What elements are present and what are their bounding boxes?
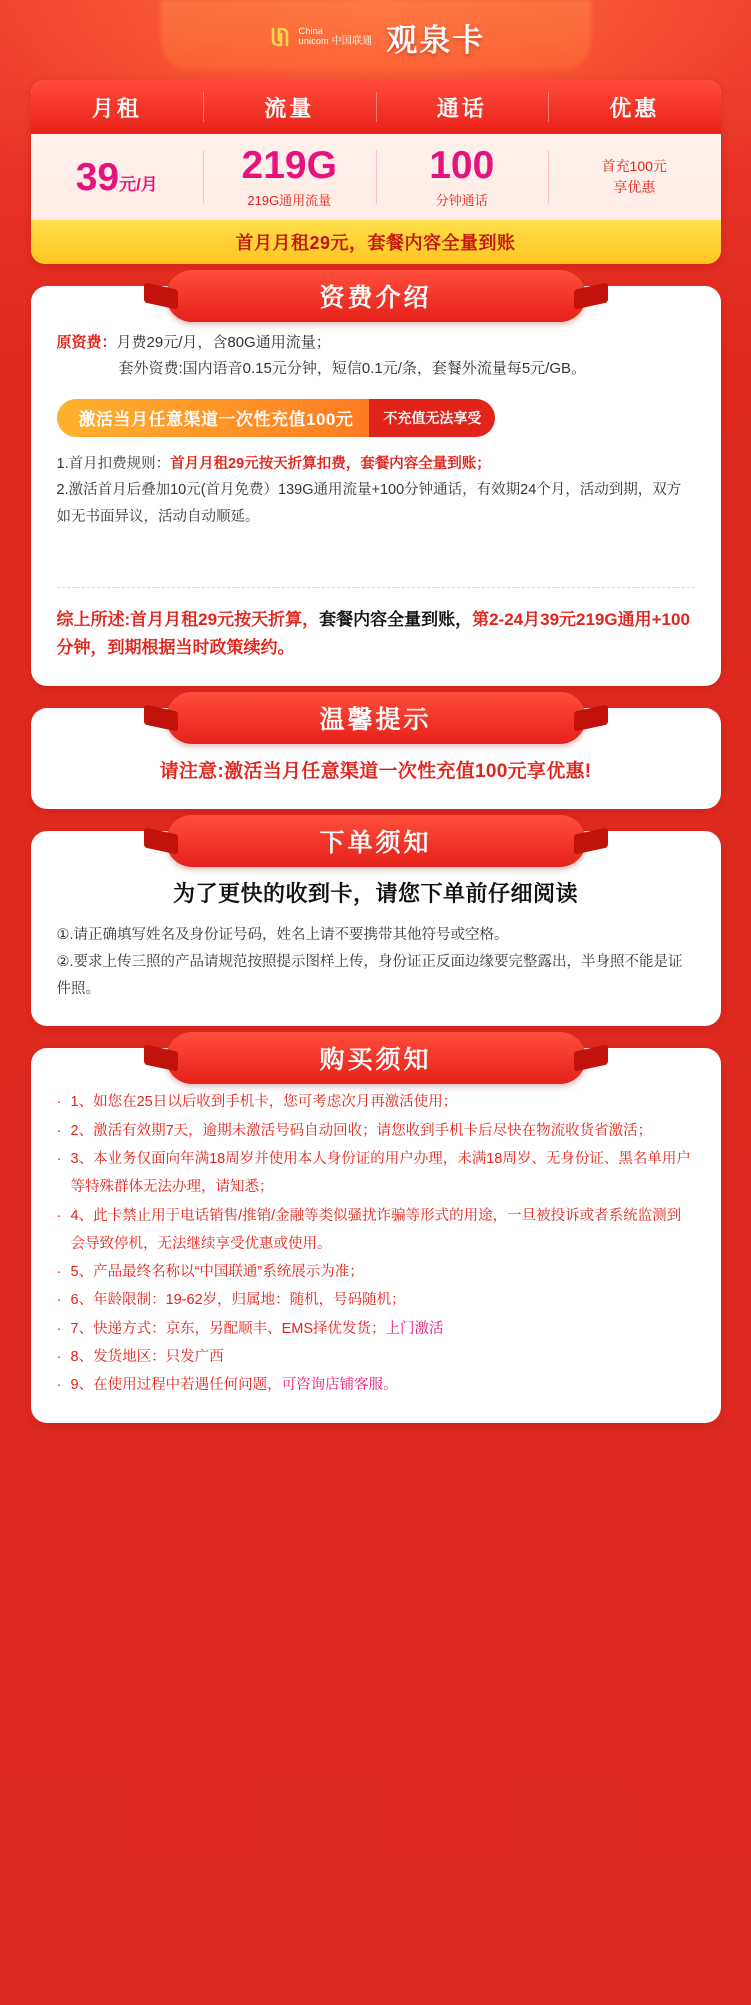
fee-rule-2: 2.激活首月后叠加10元(首月免费）139G通用流量+100分钟通话，有效期24个月，活动到期，双方如无书面异议，活动自动顺延。 xyxy=(56,482,682,526)
order-section xyxy=(31,831,721,1026)
bullet-icon: · xyxy=(56,1094,62,1111)
buy-item-num: 9、 xyxy=(70,1377,94,1394)
fee-summary-red1: 首月月租29元按天折算， xyxy=(130,609,320,629)
bullet-icon: · xyxy=(56,1292,62,1309)
buy-item-body: 产品最终名称以“中国联通”系统展示为准； xyxy=(93,1264,364,1281)
original-fee-label: 原资费： xyxy=(56,334,117,351)
list-item xyxy=(57,1202,695,1259)
spec-rent-value-wrap xyxy=(75,155,158,199)
spec-promo xyxy=(548,134,721,220)
buy-item-num: 2、 xyxy=(70,1122,94,1139)
buy-item-highlight: 可咨询店铺客服。 xyxy=(281,1377,398,1394)
spec-rent xyxy=(31,134,204,220)
buy-item-text xyxy=(71,1258,695,1286)
recharge-highlight-main: 激活当月任意渠道一次性充值100元 xyxy=(57,399,374,437)
fee-rule-1 xyxy=(57,451,695,478)
spec-col-rent: 月租 xyxy=(91,95,142,121)
unicom-wordmark xyxy=(299,27,373,48)
list-item xyxy=(57,1145,695,1202)
spec-promo-line1: 首充100元 xyxy=(601,158,667,174)
spec-rent-unit: 元/月 xyxy=(119,174,158,194)
recharge-highlight-warning: 不充值无法享受 xyxy=(369,399,495,437)
buy-item-num: 1、 xyxy=(70,1094,94,1111)
spec-value-row xyxy=(31,134,721,220)
fee-summary-red2: 第2-24月39元219G通用+100分钟，到期根据当时政策续约。 xyxy=(56,609,690,657)
bullet-icon: · xyxy=(56,1320,62,1337)
fee-summary-prefix: 综上所述: xyxy=(56,609,131,629)
buy-item-num: 5、 xyxy=(70,1264,94,1281)
spec-data-sub: 219G通用流量 xyxy=(247,192,332,208)
original-fee-line1 xyxy=(57,330,695,356)
list-item xyxy=(57,1258,695,1286)
spec-rent-value: 39 xyxy=(75,155,120,199)
tips-text: 请注意:激活当月任意渠道一次性充值100元享优惠! xyxy=(159,761,592,783)
bullet-icon: · xyxy=(56,1207,62,1224)
list-item xyxy=(57,1117,695,1145)
spec-col-data: 流量 xyxy=(203,80,376,134)
buy-item-body: 年龄限制：19-62岁，归属地：随机，号码随机； xyxy=(93,1292,406,1309)
original-fee-text2: 套外资费:国内语音0.15元分钟，短信0.1元/条，套餐外流量每5元/GB。 xyxy=(118,360,587,378)
spec-footer-banner: 首月月租29元，套餐内容全量到账 xyxy=(31,220,721,264)
spec-voice xyxy=(376,134,549,220)
order-heading: 为了更快的收到卡，请您下单前仔细阅读 xyxy=(172,881,578,907)
buy-item-text xyxy=(71,1202,695,1259)
page-title: 观泉卡 xyxy=(386,22,486,58)
buy-item-text xyxy=(71,1145,695,1202)
spec-col-promo: 优惠 xyxy=(548,80,721,134)
buy-item-num: 6、 xyxy=(70,1292,94,1309)
spec-data xyxy=(203,134,376,220)
bullet-icon: · xyxy=(56,1122,62,1139)
spec-promo-text xyxy=(602,156,667,198)
bullet-icon: · xyxy=(56,1151,62,1167)
fee-rules xyxy=(57,451,695,531)
list-item xyxy=(57,1088,695,1116)
fee-summary xyxy=(57,606,695,662)
buy-item-text xyxy=(71,1371,695,1399)
buy-item-num: 3、 xyxy=(70,1151,94,1167)
recharge-highlight-bar xyxy=(57,399,695,437)
page-header xyxy=(0,0,751,74)
spec-data-value: 219G xyxy=(241,143,337,187)
buy-item-body: 快递方式：京东，另配顺丰、EMS择优发货； xyxy=(93,1320,386,1337)
buy-item-text xyxy=(71,1315,695,1343)
order-list-item: ①.请正确填写姓名及身份证号码，姓名上请不要携带其他符号或空格。 xyxy=(56,927,509,944)
bullet-icon: · xyxy=(56,1377,62,1394)
buy-item-body: 激活有效期7天，逾期未激活号码自动回收；请您收到手机卡后尽快在物流收货省激活； xyxy=(93,1122,653,1139)
brand-logo xyxy=(266,23,373,51)
tips-section xyxy=(31,708,721,809)
brand-en-line2: unicom xyxy=(298,36,329,47)
buy-item-num: 8、 xyxy=(70,1348,94,1365)
spec-voice-value: 100 xyxy=(429,143,495,187)
buy-item-num: 4、 xyxy=(70,1207,94,1224)
buy-item-body: 发货地区：只发广西 xyxy=(93,1348,224,1365)
buy-item-text xyxy=(71,1117,695,1145)
buy-item-text xyxy=(71,1088,695,1116)
spec-header-row xyxy=(31,80,721,134)
buy-item-body: 如您在25日以后收到手机卡，您可考虑次月再激活使用； xyxy=(93,1094,458,1111)
unicom-mark-icon xyxy=(266,23,294,51)
fee-rule-1-prefix: 1.首月扣费规则： xyxy=(56,455,171,472)
fee-rule-1-red: 首月月租29元按天折算扣费，套餐内容全量到账； xyxy=(170,455,491,472)
fee-divider xyxy=(57,587,695,588)
buy-list xyxy=(57,1088,695,1399)
spec-promo-line2: 享优惠 xyxy=(613,179,656,195)
fee-section-title: 资费介绍 xyxy=(166,270,586,322)
bullet-icon: · xyxy=(56,1348,62,1365)
fee-section xyxy=(31,286,721,686)
tips-section-title: 温馨提示 xyxy=(166,692,586,744)
buy-item-num: 7、 xyxy=(70,1320,94,1337)
buy-section-title: 购买须知 xyxy=(166,1032,586,1084)
spec-panel xyxy=(31,80,721,264)
original-fee-text1: 月费29元/月，含80G通用流量； xyxy=(116,334,331,351)
brand-cn: 中国联通 xyxy=(331,36,373,48)
header-ribbon-decoration xyxy=(161,0,591,70)
original-fee-line2 xyxy=(57,356,695,382)
buy-section xyxy=(31,1048,721,1423)
buy-item-body: 在使用过程中若遇任何问题， xyxy=(93,1377,282,1394)
buy-item-body: 此卡禁止用于电话销售/推销/金融等类似骚扰诈骗等形式的用途，一旦被投诉或者系统监测到会导致停机，无法继续享受优惠或使用。 xyxy=(70,1207,682,1252)
list-item xyxy=(57,1343,695,1371)
order-section-title: 下单须知 xyxy=(166,815,586,867)
order-list xyxy=(57,922,695,1002)
bullet-icon: · xyxy=(56,1264,62,1281)
fee-summary-dark: 套餐内容全量到账， xyxy=(319,609,473,629)
brand-en-line1: China xyxy=(298,25,324,36)
list-item xyxy=(57,1286,695,1314)
order-list-item: ②.要求上传三照的产品请规范按照提示图样上传，身份证正反面边缘要完整露出，半身照不能是证件照。 xyxy=(56,953,683,997)
spec-col-voice: 通话 xyxy=(376,80,549,134)
buy-item-highlight: 上门激活 xyxy=(385,1320,444,1337)
unicom-logo-icon xyxy=(266,23,373,51)
original-fee-block xyxy=(57,330,695,383)
buy-item-text xyxy=(71,1343,695,1371)
list-item xyxy=(57,1371,695,1399)
buy-item-text xyxy=(71,1286,695,1314)
list-item xyxy=(57,1315,695,1343)
spec-voice-sub: 分钟通话 xyxy=(435,192,488,208)
buy-item-body: 本业务仅面向年满18周岁并使用本人身份证的用户办理，未满18周岁、无身份证、黑名单用户等特殊群体无法办理，请知悉； xyxy=(70,1151,691,1196)
